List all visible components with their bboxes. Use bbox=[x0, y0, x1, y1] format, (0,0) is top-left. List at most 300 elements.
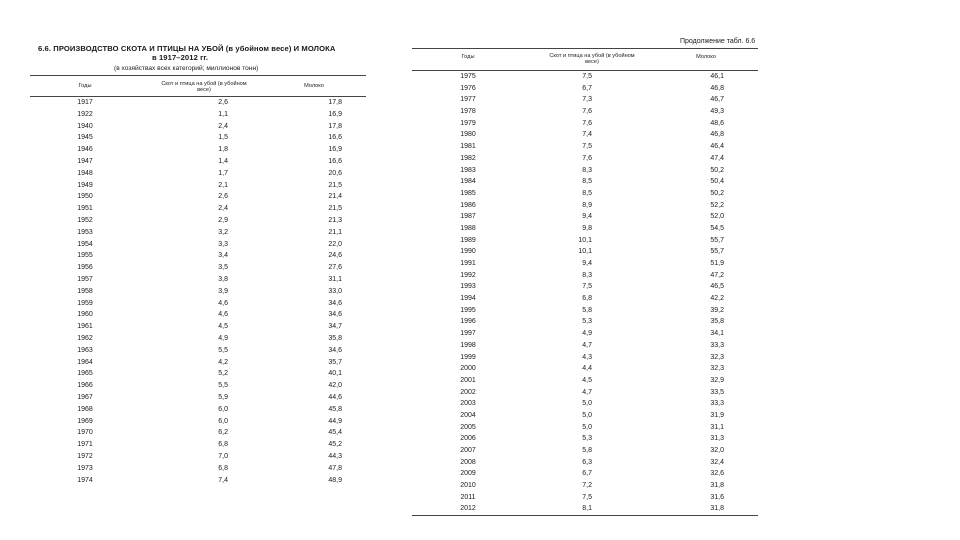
table-row bbox=[412, 445, 758, 457]
table-row bbox=[30, 404, 366, 416]
cell-meat: 7,4 bbox=[218, 476, 228, 484]
cell-meat: 7,0 bbox=[218, 452, 228, 460]
cell-milk: 33,3 bbox=[710, 400, 724, 408]
cell-meat: 8,1 bbox=[582, 505, 592, 513]
table-row bbox=[412, 433, 758, 445]
table-body bbox=[30, 97, 366, 486]
cell-year: 1980 bbox=[460, 131, 476, 139]
cell-year: 1952 bbox=[77, 216, 93, 224]
cell-milk: 47,4 bbox=[710, 154, 724, 162]
table-row bbox=[412, 387, 758, 399]
table-row bbox=[412, 83, 758, 95]
cell-milk: 45,8 bbox=[328, 405, 342, 413]
table-row bbox=[412, 328, 758, 340]
table-row bbox=[412, 363, 758, 375]
cell-year: 1960 bbox=[77, 311, 93, 319]
cell-year: 1986 bbox=[460, 201, 476, 209]
cell-year: 1989 bbox=[460, 236, 476, 244]
cell-meat: 7,5 bbox=[582, 73, 592, 80]
cell-milk: 17,8 bbox=[328, 122, 342, 130]
table-row bbox=[30, 97, 366, 109]
cell-year: 1964 bbox=[77, 358, 93, 366]
table-row bbox=[412, 246, 758, 258]
table-row bbox=[412, 270, 758, 282]
table-row bbox=[412, 398, 758, 410]
cell-year: 1946 bbox=[77, 146, 93, 154]
cell-meat: 4,2 bbox=[218, 358, 228, 366]
cell-meat: 3,5 bbox=[218, 264, 228, 272]
table-row bbox=[30, 416, 366, 428]
cell-milk: 34,6 bbox=[328, 299, 342, 307]
table-row bbox=[412, 235, 758, 247]
table-row bbox=[412, 188, 758, 200]
cell-year: 2011 bbox=[460, 493, 476, 501]
cell-milk: 31,8 bbox=[710, 505, 724, 513]
table-row bbox=[30, 109, 366, 121]
table-row bbox=[30, 427, 366, 439]
table-row bbox=[30, 333, 366, 345]
cell-year: 1993 bbox=[460, 283, 476, 291]
table-row bbox=[412, 71, 758, 83]
cell-meat: 2,1 bbox=[218, 181, 228, 189]
cell-meat: 9,4 bbox=[582, 213, 592, 221]
table-row bbox=[412, 118, 758, 130]
header-years: Годы bbox=[461, 54, 475, 60]
header-milk: Молоко bbox=[696, 54, 716, 60]
table-row bbox=[412, 211, 758, 223]
cell-year: 2010 bbox=[460, 482, 476, 490]
cell-milk: 34,6 bbox=[328, 311, 342, 319]
table-row bbox=[30, 380, 366, 392]
table-title-line2: в 1917–2012 гг. bbox=[152, 53, 209, 62]
cell-meat: 4,3 bbox=[582, 353, 592, 361]
table-row bbox=[30, 368, 366, 380]
table-body bbox=[412, 71, 758, 515]
cell-year: 1984 bbox=[460, 178, 476, 186]
cell-meat: 7,5 bbox=[582, 283, 592, 291]
cell-meat: 9,4 bbox=[582, 260, 592, 267]
cell-meat: 4,6 bbox=[218, 299, 228, 307]
cell-meat: 5,0 bbox=[582, 400, 592, 408]
cell-milk: 16,9 bbox=[328, 110, 342, 118]
table-row bbox=[412, 375, 758, 387]
cell-meat: 3,9 bbox=[218, 287, 228, 295]
table-row bbox=[412, 410, 758, 422]
cell-year: 1962 bbox=[77, 334, 93, 342]
cell-milk: 33,3 bbox=[710, 341, 724, 349]
cell-meat: 3,8 bbox=[218, 275, 228, 283]
table-row bbox=[30, 215, 366, 227]
cell-year: 1948 bbox=[77, 169, 93, 177]
cell-milk: 34,7 bbox=[328, 323, 342, 331]
cell-milk: 21,3 bbox=[328, 216, 342, 224]
cell-meat: 8,5 bbox=[582, 178, 592, 186]
cell-milk: 46,8 bbox=[710, 84, 724, 92]
cell-milk: 52,0 bbox=[710, 213, 724, 221]
table-row bbox=[412, 457, 758, 469]
cell-year: 2004 bbox=[460, 411, 476, 419]
cell-meat: 7,6 bbox=[582, 108, 592, 116]
table-row bbox=[412, 480, 758, 492]
table-row bbox=[30, 286, 366, 298]
cell-meat: 7,6 bbox=[582, 154, 592, 162]
table-row bbox=[412, 200, 758, 212]
cell-milk: 44,3 bbox=[328, 452, 342, 460]
cell-meat: 1,7 bbox=[218, 169, 228, 177]
table-row bbox=[30, 144, 366, 156]
cell-milk: 32,0 bbox=[710, 447, 724, 454]
cell-year: 1973 bbox=[77, 464, 93, 472]
table-row bbox=[30, 191, 366, 203]
table-row bbox=[412, 94, 758, 106]
cell-year: 2005 bbox=[460, 423, 476, 431]
table-row bbox=[412, 352, 758, 364]
cell-milk: 21,1 bbox=[328, 228, 342, 236]
cell-milk: 32,3 bbox=[710, 353, 724, 361]
cell-meat: 8,5 bbox=[582, 189, 592, 197]
table-row bbox=[412, 281, 758, 293]
cell-year: 1968 bbox=[77, 405, 93, 413]
cell-meat: 6,0 bbox=[218, 417, 228, 425]
cell-milk: 50,2 bbox=[710, 166, 724, 174]
cell-meat: 6,8 bbox=[218, 441, 228, 449]
cell-milk: 39,2 bbox=[710, 306, 724, 314]
header-milk: Молоко bbox=[304, 83, 324, 89]
table-row bbox=[30, 250, 366, 262]
cell-meat: 8,9 bbox=[582, 201, 592, 209]
cell-milk: 50,2 bbox=[710, 189, 724, 197]
table-row bbox=[412, 129, 758, 141]
cell-year: 1940 bbox=[77, 122, 93, 130]
left-table bbox=[30, 75, 366, 486]
cell-meat: 3,2 bbox=[218, 228, 228, 236]
cell-milk: 34,1 bbox=[710, 330, 724, 338]
cell-meat: 4,9 bbox=[582, 330, 592, 338]
cell-year: 1988 bbox=[460, 224, 476, 232]
cell-year: 1983 bbox=[460, 166, 476, 174]
table-row bbox=[30, 262, 366, 274]
cell-meat: 1,5 bbox=[218, 134, 228, 142]
cell-year: 1947 bbox=[77, 157, 93, 165]
cell-year: 1985 bbox=[460, 189, 476, 197]
cell-meat: 5,5 bbox=[218, 382, 228, 390]
table-row bbox=[412, 141, 758, 153]
cell-meat: 6,8 bbox=[218, 464, 228, 472]
cell-milk: 46,5 bbox=[710, 283, 724, 291]
header-years: Годы bbox=[78, 83, 92, 89]
table-row bbox=[30, 227, 366, 239]
cell-milk: 35,8 bbox=[328, 334, 342, 342]
cell-meat: 5,5 bbox=[218, 346, 228, 354]
cell-meat: 1,1 bbox=[218, 110, 228, 118]
table-title bbox=[38, 44, 368, 62]
table-row bbox=[412, 305, 758, 317]
cell-year: 2000 bbox=[460, 365, 476, 373]
cell-milk: 49,3 bbox=[710, 108, 724, 116]
cell-meat: 5,3 bbox=[582, 435, 592, 443]
cell-meat: 2,9 bbox=[218, 216, 228, 224]
cell-meat: 6,7 bbox=[582, 470, 592, 478]
cell-meat: 2,6 bbox=[218, 99, 228, 106]
cell-year: 1998 bbox=[460, 341, 476, 349]
cell-milk: 46,7 bbox=[710, 96, 724, 104]
cell-milk: 42,0 bbox=[328, 382, 342, 390]
table-header bbox=[30, 76, 366, 97]
cell-year: 1987 bbox=[460, 213, 476, 221]
cell-milk: 44,6 bbox=[328, 393, 342, 401]
cell-milk: 46,4 bbox=[710, 143, 724, 151]
cell-milk: 34,6 bbox=[328, 346, 342, 354]
cell-year: 2007 bbox=[460, 447, 476, 454]
table-row bbox=[412, 293, 758, 305]
cell-meat: 1,8 bbox=[218, 146, 228, 154]
cell-meat: 5,8 bbox=[582, 306, 592, 314]
cell-year: 1976 bbox=[460, 84, 476, 92]
cell-year: 1974 bbox=[77, 476, 93, 484]
table-row bbox=[30, 239, 366, 251]
cell-year: 1981 bbox=[460, 143, 476, 151]
cell-meat: 2,6 bbox=[218, 193, 228, 201]
cell-meat: 9,8 bbox=[582, 224, 592, 232]
cell-milk: 54,5 bbox=[710, 224, 724, 232]
cell-year: 1979 bbox=[460, 119, 476, 127]
table-bottom-rule bbox=[412, 515, 758, 516]
cell-year: 1956 bbox=[77, 264, 93, 272]
table-row bbox=[30, 298, 366, 310]
cell-milk: 31,3 bbox=[710, 435, 724, 443]
table-row bbox=[412, 106, 758, 118]
cell-meat: 7,6 bbox=[582, 119, 592, 127]
cell-year: 1997 bbox=[460, 330, 476, 338]
table-row bbox=[412, 176, 758, 188]
cell-meat: 3,3 bbox=[218, 240, 228, 248]
cell-year: 1957 bbox=[77, 275, 93, 283]
cell-year: 1977 bbox=[460, 96, 476, 104]
cell-year: 1958 bbox=[77, 287, 93, 295]
cell-milk: 17,8 bbox=[328, 99, 342, 106]
cell-milk: 45,2 bbox=[328, 441, 342, 449]
cell-meat: 6,7 bbox=[582, 84, 592, 92]
cell-meat: 5,0 bbox=[582, 411, 592, 419]
cell-meat: 10,1 bbox=[578, 248, 592, 256]
table-row bbox=[30, 357, 366, 369]
cell-meat: 5,2 bbox=[218, 370, 228, 378]
cell-year: 1955 bbox=[77, 252, 93, 260]
cell-milk: 22,0 bbox=[328, 240, 342, 248]
header-meat: Скот и птица на убой (в убойном весе) bbox=[161, 81, 247, 93]
cell-milk: 32,4 bbox=[710, 458, 724, 466]
table-row bbox=[30, 345, 366, 357]
cell-year: 2008 bbox=[460, 458, 476, 466]
cell-year: 1963 bbox=[77, 346, 93, 354]
cell-year: 1922 bbox=[77, 110, 93, 118]
cell-milk: 46,8 bbox=[710, 131, 724, 139]
table-header bbox=[412, 49, 758, 71]
cell-year: 1995 bbox=[460, 306, 476, 314]
cell-meat: 8,3 bbox=[582, 166, 592, 174]
cell-milk: 48,6 bbox=[710, 119, 724, 127]
cell-year: 2002 bbox=[460, 388, 476, 396]
table-row bbox=[30, 439, 366, 451]
cell-milk: 33,5 bbox=[710, 388, 724, 396]
cell-milk: 16,9 bbox=[328, 146, 342, 154]
cell-milk: 42,2 bbox=[710, 295, 724, 303]
cell-meat: 6,8 bbox=[582, 295, 592, 303]
cell-milk: 35,8 bbox=[710, 318, 724, 326]
cell-meat: 7,3 bbox=[582, 96, 592, 104]
table-row bbox=[412, 223, 758, 235]
table-row bbox=[30, 274, 366, 286]
cell-year: 2003 bbox=[460, 400, 476, 408]
cell-meat: 7,5 bbox=[582, 143, 592, 151]
cell-milk: 16,6 bbox=[328, 134, 342, 142]
cell-year: 1975 bbox=[460, 73, 476, 80]
right-table bbox=[412, 48, 758, 516]
table-subtitle: (в хозяйствах всех категорий; миллионов тонн) bbox=[114, 65, 259, 72]
table-row bbox=[412, 492, 758, 504]
cell-year: 1965 bbox=[77, 370, 93, 378]
cell-milk: 31,1 bbox=[328, 275, 342, 283]
cell-meat: 8,3 bbox=[582, 271, 592, 279]
table-row bbox=[412, 153, 758, 165]
cell-year: 1953 bbox=[77, 228, 93, 236]
cell-milk: 55,7 bbox=[710, 248, 724, 256]
cell-meat: 6,2 bbox=[218, 429, 228, 437]
table-row bbox=[30, 321, 366, 333]
cell-year: 1972 bbox=[77, 452, 93, 460]
cell-year: 1992 bbox=[460, 271, 476, 279]
cell-meat: 6,3 bbox=[582, 458, 592, 466]
table-row bbox=[30, 132, 366, 144]
header-meat: Скот и птица на убой (в убойном весе) bbox=[549, 53, 635, 65]
cell-meat: 4,5 bbox=[582, 376, 592, 384]
cell-year: 1959 bbox=[77, 299, 93, 307]
cell-milk: 52,2 bbox=[710, 201, 724, 209]
cell-meat: 4,7 bbox=[582, 341, 592, 349]
cell-meat: 2,4 bbox=[218, 205, 228, 213]
cell-milk: 33,0 bbox=[328, 287, 342, 295]
cell-milk: 21,5 bbox=[328, 205, 342, 213]
cell-year: 1945 bbox=[77, 134, 93, 142]
cell-year: 2009 bbox=[460, 470, 476, 478]
cell-meat: 5,8 bbox=[582, 447, 592, 454]
cell-milk: 32,3 bbox=[710, 365, 724, 373]
cell-milk: 47,8 bbox=[328, 464, 342, 472]
cell-meat: 4,9 bbox=[218, 334, 228, 342]
cell-year: 1969 bbox=[77, 417, 93, 425]
cell-year: 1982 bbox=[460, 154, 476, 162]
cell-milk: 46,1 bbox=[710, 73, 724, 80]
cell-milk: 32,9 bbox=[710, 376, 724, 384]
cell-year: 1954 bbox=[77, 240, 93, 248]
cell-meat: 4,4 bbox=[582, 365, 592, 373]
cell-year: 1951 bbox=[77, 205, 93, 213]
cell-year: 1950 bbox=[77, 193, 93, 201]
table-title-line1: 6.6. ПРОИЗВОДСТВО СКОТА И ПТИЦЫ НА УБОЙ (в убойном весе) И МОЛОКА bbox=[38, 44, 336, 53]
continuation-caption: Продолжение табл. 6.6 bbox=[680, 38, 756, 45]
cell-year: 1971 bbox=[77, 441, 93, 449]
cell-year: 1978 bbox=[460, 108, 476, 116]
cell-year: 1961 bbox=[77, 323, 93, 331]
cell-meat: 6,0 bbox=[218, 405, 228, 413]
cell-milk: 24,6 bbox=[328, 252, 342, 260]
cell-milk: 45,4 bbox=[328, 429, 342, 437]
cell-meat: 7,5 bbox=[582, 493, 592, 501]
cell-milk: 40,1 bbox=[328, 370, 342, 378]
table-row bbox=[412, 165, 758, 177]
cell-meat: 2,4 bbox=[218, 122, 228, 130]
table-row bbox=[30, 309, 366, 321]
cell-milk: 31,1 bbox=[710, 423, 724, 431]
cell-milk: 31,8 bbox=[710, 482, 724, 490]
cell-milk: 55,7 bbox=[710, 236, 724, 244]
table-row bbox=[30, 463, 366, 475]
cell-milk: 31,9 bbox=[710, 411, 724, 419]
cell-year: 1970 bbox=[77, 429, 93, 437]
cell-meat: 4,5 bbox=[218, 323, 228, 331]
cell-milk: 31,6 bbox=[710, 493, 724, 501]
table-row bbox=[30, 451, 366, 463]
table-row bbox=[30, 180, 366, 192]
cell-year: 1991 bbox=[460, 260, 476, 267]
cell-meat: 5,9 bbox=[218, 393, 228, 401]
cell-year: 1967 bbox=[77, 393, 93, 401]
table-row bbox=[412, 316, 758, 328]
cell-year: 1994 bbox=[460, 295, 476, 303]
cell-milk: 44,9 bbox=[328, 417, 342, 425]
cell-year: 1949 bbox=[77, 181, 93, 189]
table-row bbox=[30, 203, 366, 215]
cell-milk: 27,6 bbox=[328, 264, 342, 272]
cell-year: 1999 bbox=[460, 353, 476, 361]
cell-meat: 10,1 bbox=[578, 236, 592, 244]
cell-milk: 21,4 bbox=[328, 193, 342, 201]
cell-milk: 21,5 bbox=[328, 181, 342, 189]
cell-milk: 48,9 bbox=[328, 476, 342, 484]
cell-milk: 35,7 bbox=[328, 358, 342, 366]
cell-milk: 20,6 bbox=[328, 169, 342, 177]
cell-meat: 7,4 bbox=[582, 131, 592, 139]
cell-year: 2001 bbox=[460, 376, 476, 384]
table-row bbox=[30, 121, 366, 133]
cell-meat: 3,4 bbox=[218, 252, 228, 260]
cell-milk: 51,9 bbox=[710, 260, 724, 267]
cell-year: 2006 bbox=[460, 435, 476, 443]
cell-year: 2012 bbox=[460, 505, 476, 513]
cell-meat: 1,4 bbox=[218, 157, 228, 165]
table-row bbox=[30, 475, 366, 487]
table-row bbox=[412, 422, 758, 434]
cell-year: 1996 bbox=[460, 318, 476, 326]
cell-meat: 5,0 bbox=[582, 423, 592, 431]
table-row bbox=[30, 156, 366, 168]
cell-milk: 16,6 bbox=[328, 157, 342, 165]
table-row bbox=[412, 503, 758, 515]
cell-meat: 4,7 bbox=[582, 388, 592, 396]
table-row bbox=[412, 468, 758, 480]
cell-year: 1966 bbox=[77, 382, 93, 390]
cell-year: 1990 bbox=[460, 248, 476, 256]
cell-milk: 47,2 bbox=[710, 271, 724, 279]
table-row bbox=[412, 258, 758, 270]
table-row bbox=[30, 392, 366, 404]
table-row bbox=[412, 340, 758, 352]
cell-milk: 32,6 bbox=[710, 470, 724, 478]
cell-meat: 7,2 bbox=[582, 482, 592, 490]
cell-year: 1917 bbox=[77, 99, 93, 106]
cell-milk: 50,4 bbox=[710, 178, 724, 186]
table-row bbox=[30, 168, 366, 180]
